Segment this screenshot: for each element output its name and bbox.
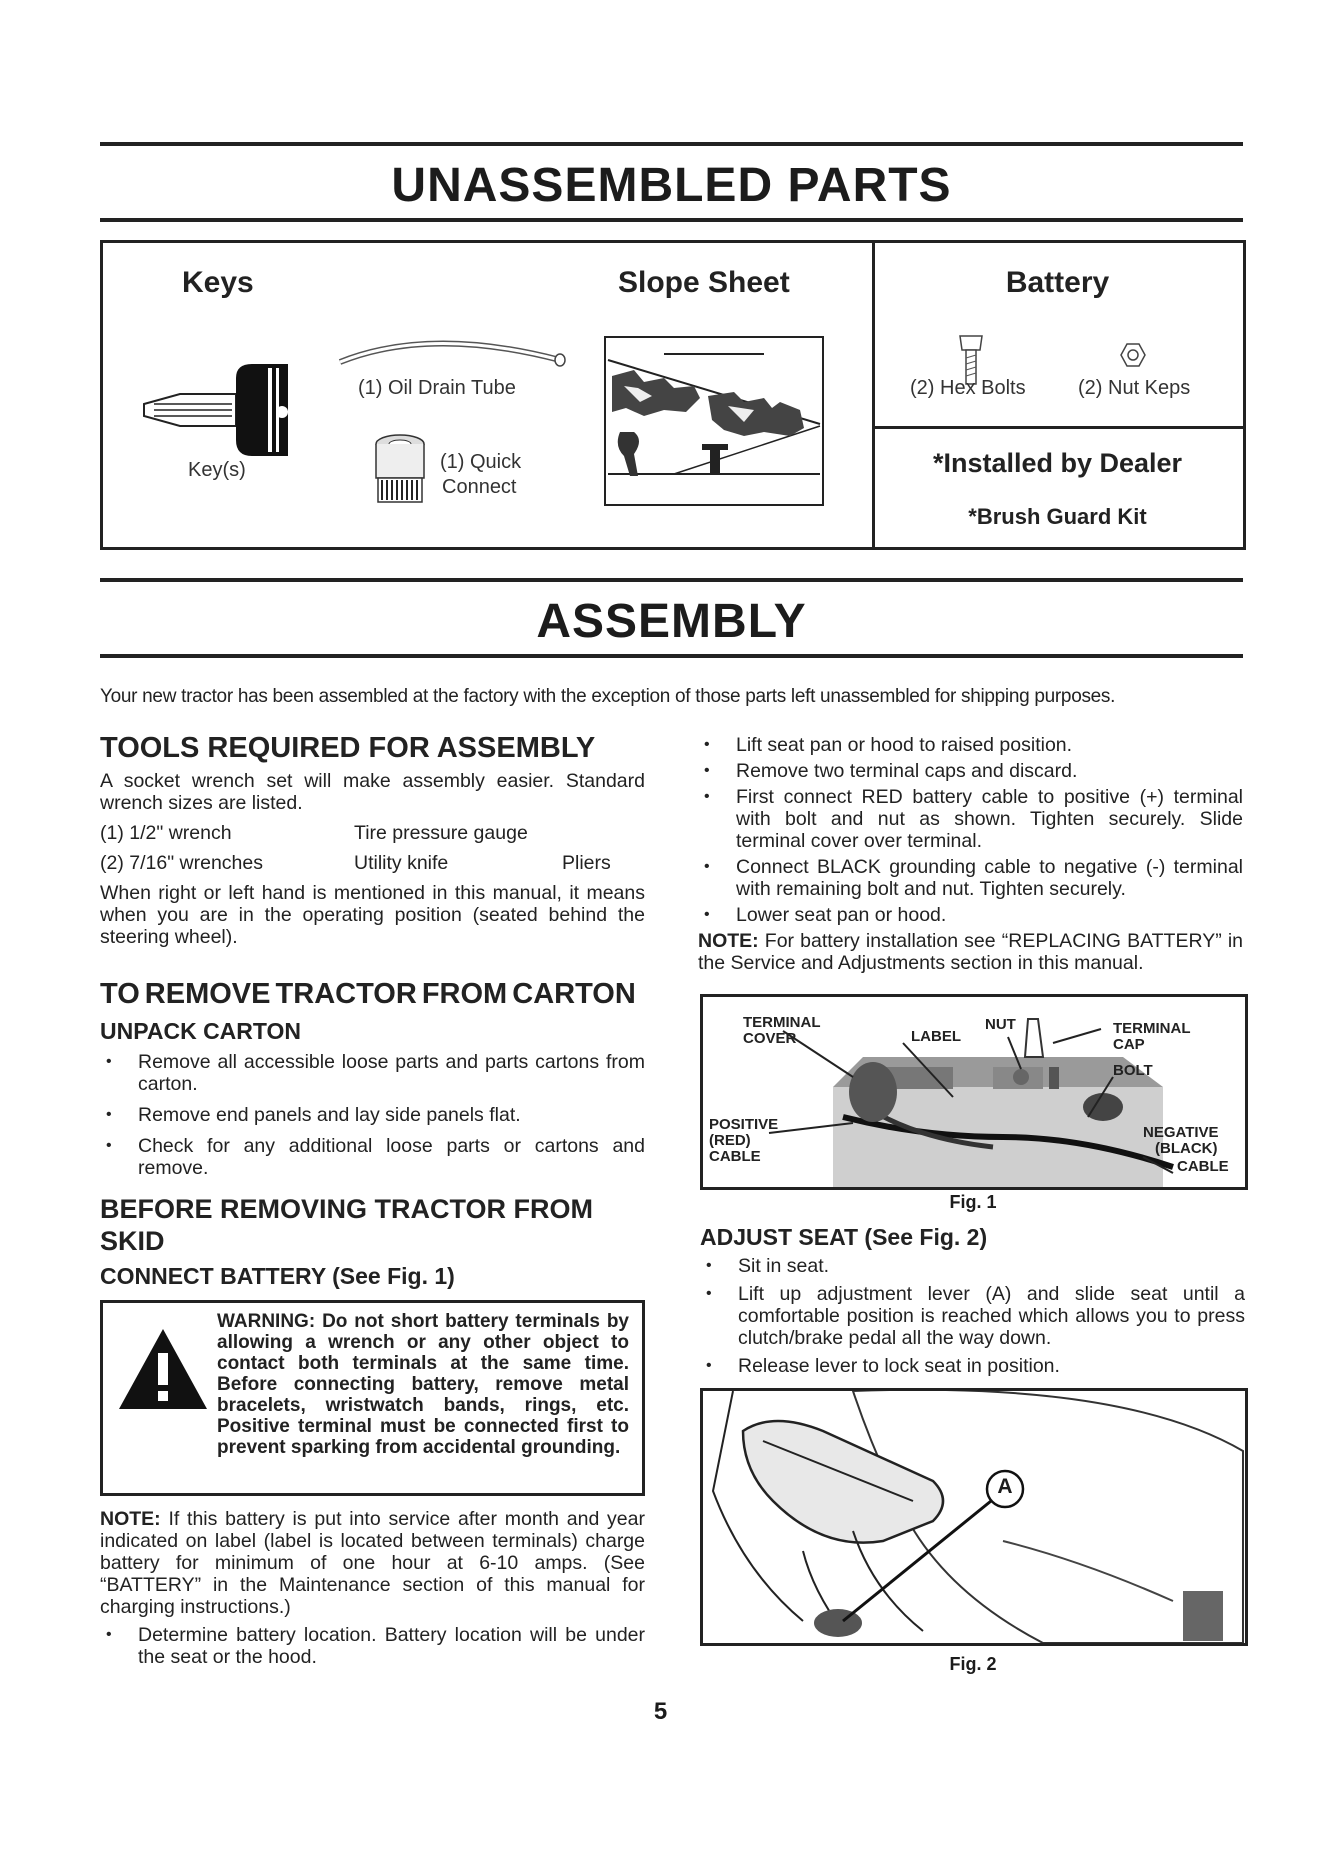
hand-note: When right or left hand is mentioned in this manual, it means when you are in the operating position (seated behind the steering wheel). — [100, 882, 645, 948]
fig1-label-negative-1: NEGATIVE — [1143, 1124, 1219, 1141]
list-item: • Lift up adjustment lever (A) and slide seat until a comfortable position is reached which allows you to press clutch/brake pedal all the way down. — [700, 1283, 1245, 1349]
assembly-top-rule — [100, 578, 1243, 582]
warning-text: WARNING: Do not short battery terminals by allowing a wrench or any other object to contact both terminals at the same time. Before connecting battery, remove metal bracelets, wristwatch bands, rings, etc. Positive terminal must be connected first to prevent sparking from accidental grounding. — [217, 1311, 629, 1458]
tools-row-2 — [100, 852, 645, 874]
list-item: • Release lever to lock seat in position. — [700, 1355, 1245, 1377]
fig2-callout-a: A — [997, 1475, 1013, 1498]
fig1-label-positive-1: POSITIVE — [709, 1116, 779, 1133]
fig1-label-nut: NUT — [985, 1016, 1016, 1033]
determine-list — [100, 1624, 645, 1668]
seat-diagram — [703, 1391, 1245, 1643]
fig1-caption: Fig. 1 — [949, 1192, 997, 1212]
brush-guard-kit: *Brush Guard Kit — [968, 504, 1147, 529]
note-text: For battery installation see “REPLACING BATTERY” in the Service and Adjustments section in this manual. — [698, 930, 1243, 974]
fig1-label-negative-3: CABLE — [1177, 1158, 1229, 1175]
list-item: • Lift seat pan or hood to raised position. — [698, 734, 1243, 756]
nut-keps-icon — [1120, 342, 1146, 368]
keys-heading: Keys — [182, 266, 254, 299]
tool-half-inch-wrench: (1) 1/2" wrench — [100, 822, 232, 844]
fig1-box — [700, 994, 1248, 1190]
top-rule — [100, 142, 1243, 146]
note-text: If this battery is put into service after month and year indicated on label (label is located between terminals) charge battery for minimum of one hour at 6-10 amps. (See “BATTERY” in the Maintenance section of this manual for charging instructions.) — [100, 1508, 645, 1618]
tool-pliers: Pliers — [562, 852, 611, 874]
assembly-bottom-rule — [100, 654, 1243, 658]
tools-heading: TOOLS REQUIRED FOR ASSEMBLY — [100, 732, 596, 764]
list-item: • Remove end panels and lay side panels flat. — [100, 1104, 645, 1126]
list-item: • Check for any additional loose parts or cartons and remove. — [100, 1135, 645, 1179]
right-column — [698, 734, 1243, 974]
fig1-label-positive-3: CABLE — [709, 1148, 761, 1165]
warning-box — [100, 1300, 645, 1496]
list-item: • Lower seat pan or hood. — [698, 904, 1243, 926]
key-icon — [140, 360, 300, 460]
fig1-label-terminal-cap-1: TERMINAL — [1113, 1020, 1191, 1037]
list-item: • Determine battery location. Battery location will be under the seat or the hood. — [100, 1624, 645, 1668]
tool-utility-knife: Utility knife — [354, 852, 449, 874]
page-number: 5 — [653, 1698, 668, 1725]
list-item: • First connect RED battery cable to positive (+) terminal with bolt and nut as shown. Tighten securely. Slide terminal cover over terminal. — [698, 786, 1243, 852]
tool-7-16-wrenches: (2) 7/16" wrenches — [100, 852, 263, 874]
battery-heading: Battery — [1005, 266, 1110, 299]
replacing-battery-note — [698, 930, 1243, 974]
dealer-divider — [872, 426, 1243, 429]
note-label: NOTE: — [100, 1508, 161, 1530]
connect-battery-heading: CONNECT BATTERY (See Fig. 1) — [100, 1263, 455, 1289]
list-item: • Connect BLACK grounding cable to negative (-) terminal with remaining bolt and nut. Tighten securely. — [698, 856, 1243, 900]
fig1-label-label: LABEL — [911, 1028, 961, 1045]
adjust-seat-list — [700, 1255, 1245, 1377]
nut-keps-caption: (2) Nut Keps — [1078, 377, 1191, 399]
battery-note — [100, 1508, 645, 1618]
slope-sheet-icon — [604, 336, 824, 506]
installed-by-dealer-heading: *Installed by Dealer — [932, 448, 1183, 478]
left-column — [100, 732, 645, 1677]
unpack-carton-heading: UNPACK CARTON — [100, 1018, 302, 1044]
quick-connect-icon — [372, 432, 428, 504]
warning-triangle-icon — [117, 1327, 209, 1411]
quick-connect-caption-line2: Connect — [442, 476, 517, 498]
before-removing-heading-line1: BEFORE REMOVING TRACTOR FROM — [100, 1194, 594, 1224]
unpack-list — [100, 1051, 645, 1179]
fig1-label-bolt: BOLT — [1113, 1062, 1153, 1079]
assembly-title: ASSEMBLY — [536, 595, 807, 648]
tool-tire-pressure-gauge: Tire pressure gauge — [354, 822, 528, 844]
list-item: • Remove two terminal caps and discard. — [698, 760, 1243, 782]
tools-intro: A socket wrench set will make assembly easier. Standard wrench sizes are listed. — [100, 770, 645, 814]
hex-bolts-caption: (2) Hex Bolts — [910, 377, 1026, 399]
slope-sheet-heading: Slope Sheet — [618, 266, 790, 299]
remove-heading: TO REMOVE TRACTOR FROM CARTON — [100, 978, 636, 1010]
list-item: • Sit in seat. — [700, 1255, 1245, 1277]
adjust-seat-section — [700, 1224, 1245, 1383]
note-label: NOTE: — [698, 930, 759, 952]
adjust-seat-heading: ADJUST SEAT (See Fig. 2) — [700, 1224, 988, 1250]
fig2-caption: Fig. 2 — [949, 1654, 997, 1674]
fig1-label-terminal-cap-2: CAP — [1113, 1036, 1145, 1053]
fig2-box — [700, 1388, 1248, 1646]
tools-row-1 — [100, 822, 645, 844]
title-rule — [100, 218, 1243, 222]
battery-steps — [698, 734, 1243, 926]
fig1-label-terminal-cover-2: COVER — [743, 1030, 797, 1047]
assembly-intro: Your new tractor has been assembled at the factory with the exception of those parts left unassembled for shipping purposes. — [100, 686, 1116, 707]
fig1-label-negative-2: (BLACK) — [1155, 1140, 1218, 1157]
quick-connect-caption-line1: (1) Quick — [440, 451, 522, 473]
key-caption: Key(s) — [188, 459, 246, 481]
unassembled-title: UNASSEMBLED PARTS — [391, 159, 952, 212]
list-item: • Remove all accessible loose parts and parts cartons from carton. — [100, 1051, 645, 1095]
fig1-label-terminal-cover-1: TERMINAL — [743, 1014, 821, 1031]
oil-drain-tube-caption: (1) Oil Drain Tube — [358, 377, 516, 399]
before-removing-heading-line2: SKID — [100, 1226, 165, 1256]
oil-drain-tube-icon — [330, 332, 570, 372]
fig1-label-positive-2: (RED) — [709, 1132, 751, 1149]
